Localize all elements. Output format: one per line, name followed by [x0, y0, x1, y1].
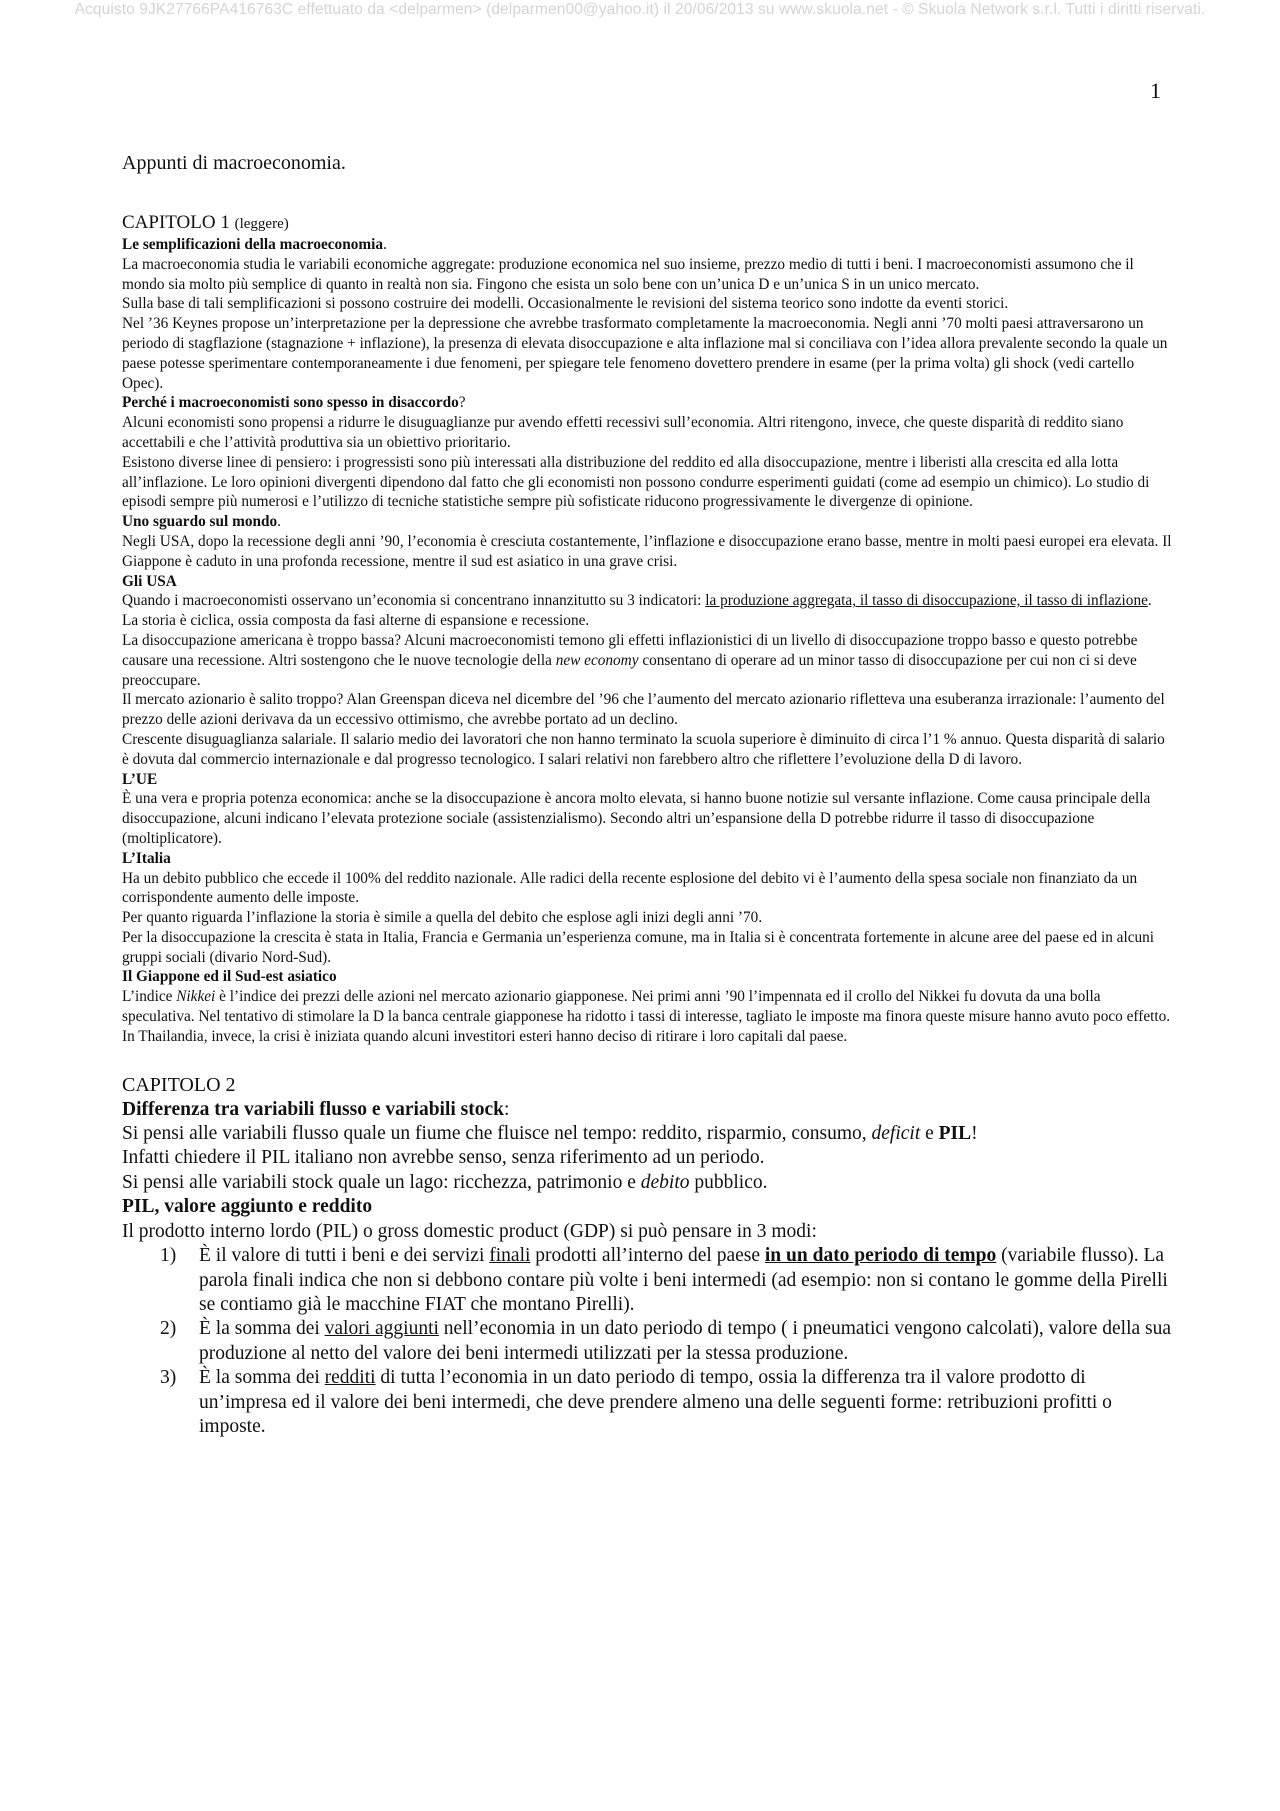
paragraph: Si pensi alle variabili flusso quale un fiume che fluisce nel tempo: reddito, risparmio, consumo, deficit e PIL! [122, 1123, 978, 1145]
paragraph: Sulla base di tali semplificazioni si possono costruire dei modelli. Occasionalmente le revisioni del sistema teorico sono indotte da eventi storici. [122, 295, 1009, 313]
numbered-list [122, 1244, 1172, 1439]
list-number: 1) [160, 1245, 177, 1267]
chapter-2-title: CAPITOLO 2 [122, 1073, 236, 1096]
paragraph: Esistono diverse linee di pensiero: i progressisti sono più interessati alla distribuzione del reddito ed alla disoccupazione, mentre i liberisti alla crescita ed alla lotta all’inflazione. Le loro opinioni divergenti dipendono dal fatto che gli economisti non possono condurre esperimenti guidati (come ad esempio un chimico). Lo studio di episodi sempre più numerosi e l’utilizzo di tecniche statistiche sempre più sofisticate riducono progressivamente le divergenze di opinione. [122, 453, 1150, 511]
list-item: 1) È il valore di tutti i beni e dei servizi finali prodotti all’interno del paese in un dato periodo di tempo (variabile flusso). La parola finali indica che non si debbono contare più volte i beni intermedi (ad esempio: non si contano le gomme della Pirelli se contiamo già le macchine FIAT che montano Pirelli). [160, 1245, 1168, 1315]
chapter-1-title: CAPITOLO 1 [122, 212, 230, 233]
paragraph: Alcuni economisti sono propensi a ridurre le disuguaglianze pur avendo effetti recessivi sull’economia. Altri ritengono, invece, che queste disparità di reddito siano accettabili e che l’attività produttiva sia un obiettivo prioritario. [122, 414, 1124, 451]
paragraph: Si pensi alle variabili stock quale un lago: ricchezza, patrimonio e debito pubblico. [122, 1171, 768, 1193]
underlined-text: valori aggiunti [324, 1318, 439, 1340]
paragraph: Crescente disuguaglianza salariale. Il salario medio dei lavoratori che non hanno terminato la scuola superiore è diminuito di circa l’1 % annuo. Questa disparità di salario è dovuta dal commercio internazionale e dal progresso tecnologico. I salari relativi non farebbero altro che riflettere l’evoluzione della D di lavoro. [122, 730, 1165, 768]
page-number: 1 [1150, 78, 1161, 103]
paragraph: Per la disoccupazione la crescita è stata in Italia, Francia e Germania un’esperienza comune, ma in Italia si è concentrata fortemente in alcune aree del paese ed in alcuni gruppi sociali (divario Nord-Sud). [122, 928, 1155, 966]
paragraph: Il mercato azionario è salito troppo? Alan Greenspan diceva nel dicembre del ’96 che l’aumento del mercato azionario rifletteva una esuberanza irrazionale: l’aumento del prezzo delle azioni derivava da un eccessivo ottimismo, che avrebbe portato ad un declino. [122, 691, 1165, 729]
section-heading: Uno sguardo sul mondo. [122, 513, 281, 531]
chapter-1-note: (leggere) [234, 216, 289, 232]
list-item: 2) È la somma dei valori aggiunti nell’economia in un dato periodo di tempo ( i pneumatici vengono calcolati), valore della sua produzione al netto del valore dei beni intermedi utilizzati per la stessa produzione. [160, 1318, 1172, 1364]
document-title: Appunti di macroeconomia. [122, 152, 346, 174]
watermark: Acquisto 9JK27766PA416763C effettuato da <delparmen> (delparmen00@yahoo.it) il 20/06/2013 su www.skuola.net - © Skuola Network s.r.l. Tutti i diritti riservati. [74, 1, 1206, 18]
section-heading: Differenza tra variabili flusso e variabili stock: [122, 1098, 510, 1120]
section-heading: Il Giappone ed il Sud-est asiatico [122, 968, 337, 986]
section-heading: Le semplificazioni della macroeconomia. [122, 236, 387, 253]
italic-text: debito [640, 1171, 690, 1193]
italic-text: Nikkei [176, 988, 216, 1006]
paragraph: L’indice Nikkei è l’indice dei prezzi delle azioni nel mercato azionario giapponese. Nei primi anni ’90 l’impennata ed il crollo del Nikkei fu dovuta da una bolla speculativa. Nel tentativo di stimolare la D la banca centrale giapponese ha ridotto i tassi di interesse, tagliato le imposte ma finora queste misure hanno avuto poco effetto. In Thailandia, invece, la crisi è iniziata quando alcuni investitori esteri hanno deciso di ritirare i loro capitali dal paese. [122, 988, 1171, 1045]
chapter-2 [122, 1073, 1172, 1440]
document-body [122, 152, 1172, 1439]
chapter-1-heading [122, 212, 1172, 235]
paragraph: Negli USA, dopo la recessione degli anni ’90, l’economia è cresciuta costantemente, l’inflazione e disoccupazione erano basse, mentre in molti paesi europei era elevata. Il Giappone è caduto in una profonda recessione, mentre il sud est asiatico in una grave crisi. [122, 532, 1172, 570]
list-number: 3) [160, 1367, 177, 1389]
paragraph: La storia è ciclica, ossia composta da fasi alterne di espansione e recessione. [122, 612, 590, 630]
underlined-text: finali [489, 1245, 531, 1267]
list-number: 2) [160, 1318, 177, 1340]
section-heading: Gli USA [122, 572, 177, 590]
paragraph: La disoccupazione americana è troppo bassa? Alcuni macroeconomisti temono gli effetti inflazionistici di un livello di disoccupazione troppo basso e questo potrebbe causare una recessione. Altri sostengono che le nuove tecnologie della new economy consentano di operare ad un minor tasso di disoccupazione per cui non ci si deve preoccupare. [122, 631, 1138, 689]
paragraph: È una vera e propria potenza economica: anche se la disoccupazione è ancora molto elevata, si hanno buone notizie sul versante inflazione. Come causa principale della disoccupazione, alcuni indicano l’elevata protezione sociale (assistenzialismo). Secondo altri un’espansione della D potrebbe ridurre il tasso di disoccupazione (moltiplicatore). [122, 790, 1151, 847]
section-heading: L’Italia [122, 849, 171, 867]
bold-text: in un dato periodo di tempo [764, 1245, 997, 1267]
underlined-text: la produzione aggregata, il tasso di disoccupazione, il tasso di inflazione [705, 592, 1148, 610]
list-item: 3) È la somma dei redditi di tutta l’economia in un dato periodo di tempo, ossia la differenza tra il valore prodotto di un’impresa ed il valore dei beni intermedi, che deve prendere almeno una delle seguenti forme: retribuzioni profitti o imposte. [160, 1367, 1112, 1437]
section-heading: Perché i macroeconomisti sono spesso in disaccordo? [122, 394, 466, 412]
paragraph: Per quanto riguarda l’inflazione la storia è simile a quella del debito che esplose agli inizi degli anni ’70. [122, 909, 763, 927]
section-heading: L’UE [122, 770, 158, 788]
paragraph: La macroeconomia studia le variabili economiche aggregate: produzione economica nel suo insieme, prezzo medio di tutti i beni. I macroeconomisti assumono che il mondo sia molto più semplice di quanto in realtà non sia. Fingono che esista un solo bene con un’unica D e un’unica S in un unico mercato. [122, 255, 1134, 293]
bold-text: PIL [938, 1123, 972, 1145]
section-heading: PIL, valore aggiunto e reddito [122, 1196, 373, 1218]
paragraph: Infatti chiedere il PIL italiano non avrebbe senso, senza riferimento ad un periodo. [122, 1147, 765, 1169]
paragraph: Quando i macroeconomisti osservano un’economia si concentrano innanzitutto su 3 indicatori: la produzione aggregata, il tasso di disoccupazione, il tasso di inflazione. [122, 592, 1152, 610]
underlined-text: redditi [324, 1367, 376, 1389]
paragraph: Il prodotto interno lordo (PIL) o gross domestic product (GDP) si può pensare in 3 modi: [122, 1220, 817, 1242]
italic-text: deficit [871, 1123, 921, 1145]
paragraph: Nel ’36 Keynes propose un’interpretazione per la depressione che avrebbe trasformato completamente la macroeconomia. Negli anni ’70 molti paesi attraversarono un periodo di stagflazione (stagnazione + inflazione), la presenza di elevata disoccupazione e alta inflazione mal si conciliava con l’idea allora prevalente secondo la quale un paese potesse sperimentare contemporaneamente i due fenomeni, per spiegare tele fenomeno dovettero prendere in esame (per la prima volta) gli shock (vedi cartello Opec). [122, 315, 1168, 392]
italic-text: new economy [555, 651, 639, 669]
chapter-1 [122, 212, 1172, 1047]
paragraph: Ha un debito pubblico che eccede il 100% del reddito nazionale. Alle radici della recente esplosione del debito vi è l’aumento della spesa sociale non finanziato da un corrispondente aumento delle imposte. [122, 869, 1138, 907]
